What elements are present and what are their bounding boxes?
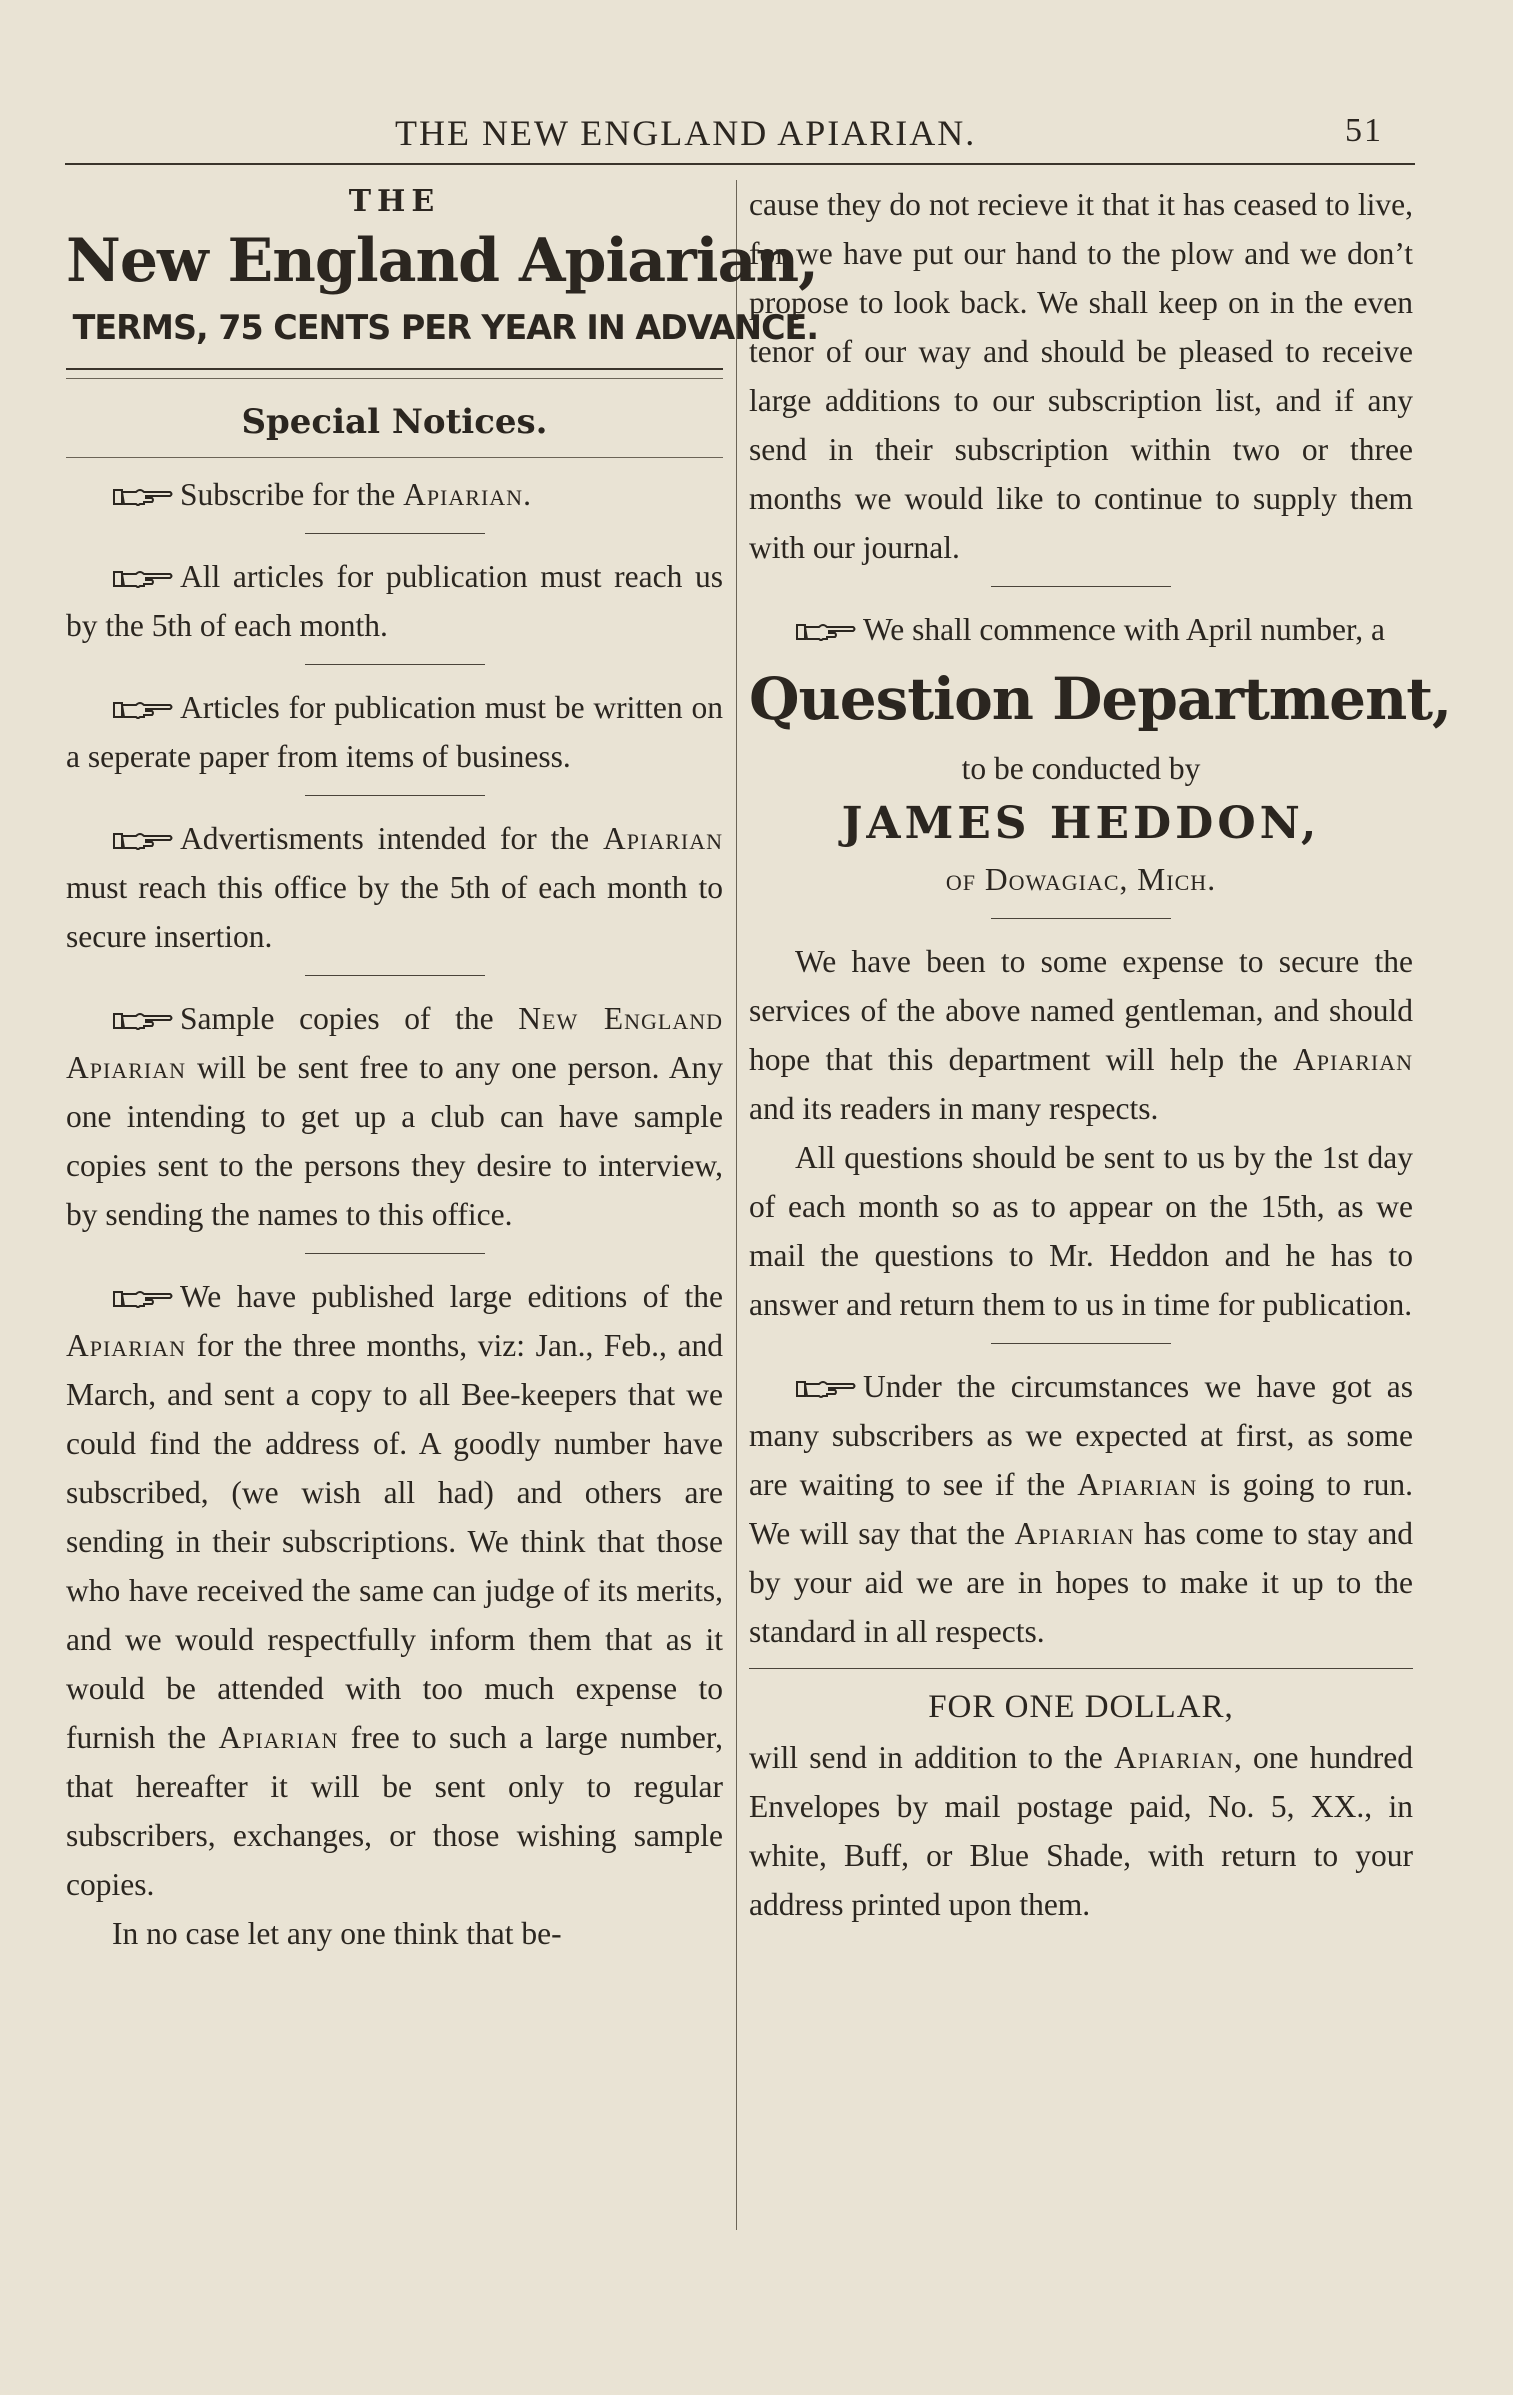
separator-rule xyxy=(991,918,1171,919)
notice-circumstances xyxy=(749,1362,1413,1656)
notice-text: We have been to some expense to secure the services of the above named gentleman, and should hope that this department will help the xyxy=(749,944,1413,1077)
notice-text: free to such a large number, that hereafter it will be sent only to regular subscribers, exchanges, or those wishing sample copies. xyxy=(66,1720,723,1902)
notice-subscribe xyxy=(66,470,723,519)
notice-sample-copies xyxy=(66,994,723,1239)
masthead-the: THE xyxy=(348,184,441,219)
conducted-by: to be conducted by xyxy=(961,751,1201,786)
separator-rule xyxy=(991,586,1171,587)
header-rule xyxy=(65,163,1415,165)
column-separator xyxy=(736,180,737,2230)
question-dept-intro xyxy=(749,605,1413,654)
notice-text: has come to stay and by your aid we are in hopes to make it up to the standard in all respects. xyxy=(749,1516,1413,1649)
notice-articles-deadline xyxy=(66,552,723,650)
apiarian-name: Apiarian xyxy=(1113,1740,1234,1775)
notice-text: Articles for publication must be written on a seperate paper from items of business. xyxy=(66,690,723,774)
question-department-title: Question Department, xyxy=(749,665,1452,733)
notices-rule xyxy=(66,457,723,458)
running-title: THE NEW ENGLAND APIARIAN. xyxy=(395,113,977,153)
pointing-hand-icon xyxy=(112,484,174,508)
separator-rule xyxy=(991,1343,1171,1344)
separator-rule xyxy=(305,664,485,665)
separator-rule xyxy=(305,795,485,796)
notice-text: All articles for publication must reach us by the 5th of each month. xyxy=(66,559,723,643)
notice-large-editions xyxy=(66,1272,723,1909)
right-column xyxy=(749,180,1452,1929)
pointing-hand-icon xyxy=(112,1008,174,1032)
notice-no-case-start: In no case let any one think that be- xyxy=(112,1916,562,1951)
apiarian-name: Apiarian xyxy=(218,1720,339,1755)
notice-text: will send in addition to the xyxy=(749,1740,1114,1775)
apiarian-name: New England Apiarian xyxy=(66,1001,723,1085)
apiarian-name: Apiarian xyxy=(1014,1516,1135,1551)
notice-text: We shall commence with April number, a xyxy=(863,612,1385,647)
notice-text: , one hundred Envelopes by mail postage paid, No. 5, XX., in white, Buff, or Blue Shade, with return to your address printed upon them. xyxy=(749,1740,1414,1922)
editor-location: of Dowagiac, Mich. xyxy=(945,862,1217,897)
notice-text: Under the circumstances we have got as many subscribers as we expected at first, as some are waiting to see if the xyxy=(749,1369,1413,1502)
apiarian-name: Apiarian xyxy=(1077,1467,1198,1502)
dollar-offer-text xyxy=(749,1733,1413,1929)
apiarian-name: Apiarian xyxy=(403,477,524,512)
running-head xyxy=(0,112,1513,162)
editor-name: JAMES HEDDON, xyxy=(841,798,1321,849)
question-dept-instructions: All questions should be sent to us by the 1st day of each month so as to appear on the 15th, as we mail the questions to Mr. Heddon and he has to answer and return them to us in time for publication. xyxy=(749,1140,1413,1322)
apiarian-name: Apiarian xyxy=(1293,1042,1413,1077)
dollar-offer-heading: FOR ONE DOLLAR, xyxy=(928,1689,1234,1725)
pointing-hand-icon xyxy=(795,619,857,643)
question-dept-expense xyxy=(749,937,1413,1133)
masthead-terms: TERMS, 75 CENTS PER YEAR IN ADVANCE. xyxy=(72,308,819,348)
separator-rule xyxy=(305,975,485,976)
special-notices-heading: Special Notices. xyxy=(241,402,548,442)
pointing-hand-icon xyxy=(795,1376,857,1400)
notice-text: We have published large editions of the xyxy=(180,1279,723,1314)
pointing-hand-icon xyxy=(112,697,174,721)
pointing-hand-icon xyxy=(112,1286,174,1310)
pointing-hand-icon xyxy=(112,828,174,852)
separator-rule xyxy=(305,1253,485,1254)
pointing-hand-icon xyxy=(112,566,174,590)
masthead-title: New England Apiarian, xyxy=(66,226,818,296)
masthead-rule xyxy=(66,368,723,370)
notice-text: . xyxy=(523,477,531,512)
notice-text: for the three months, viz: Jan., Feb., and March, and sent a copy to all Bee-keepers that we could find the address of. A goodly number have subscribed, (we wish all had) and others are sending in their subscriptions. We think that those who have received the same can judge of its merits, and we would respectfully inform them that as it would be attended with too much expense to furnish the xyxy=(66,1328,723,1755)
notice-text: Subscribe for the xyxy=(180,477,404,512)
masthead-rule-thin xyxy=(66,378,723,379)
notice-no-case-continued: cause they do not recieve it that it has ceased to live, for we have put our hand to the plow and we don’t propose to look back. We shall keep on in the even tenor of our way and should be pleased to receive large additions to our subscription list, and if any send in their subscription within two or three months we would like to continue to supply them with our journal. xyxy=(749,187,1413,565)
notice-advertisments xyxy=(66,814,723,961)
notice-text: Advertisments intended for the xyxy=(180,821,604,856)
notice-text: and its readers in many respects. xyxy=(749,1091,1159,1126)
page-number: 51 xyxy=(1345,112,1383,149)
apiarian-name: Apiarian xyxy=(66,1328,186,1363)
left-column xyxy=(66,180,819,1958)
separator-rule-full xyxy=(749,1668,1413,1669)
apiarian-name: Apiarian xyxy=(603,821,723,856)
separator-rule xyxy=(305,533,485,534)
notice-text: will be sent free to any one person. Any one intending to get up a club can have sample copies sent to the persons they desire to interview, by sending the names to this office. xyxy=(66,1050,723,1232)
notice-text: is going to run. We will say that the xyxy=(749,1467,1413,1551)
notice-text: Sample copies of the xyxy=(180,1001,519,1036)
notice-separate-paper xyxy=(66,683,723,781)
notice-text: must reach this office by the 5th of each month to secure insertion. xyxy=(66,870,723,954)
